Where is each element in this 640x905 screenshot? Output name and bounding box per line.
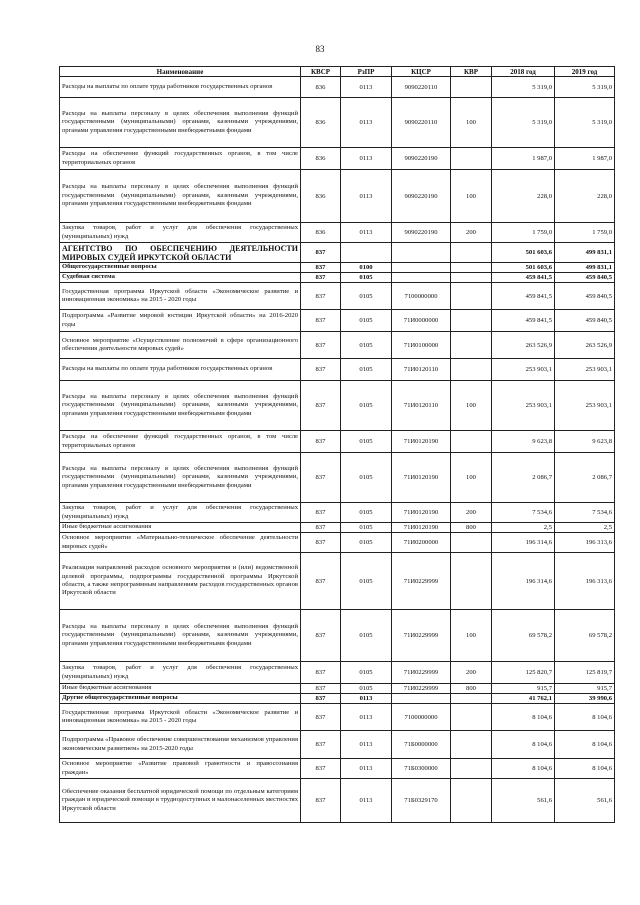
cell-kvr bbox=[451, 359, 492, 381]
cell-rzpr: 0105 bbox=[341, 553, 392, 610]
cell-kcsr: 71И0120110 bbox=[392, 359, 451, 381]
cell-kcsr: 71Б0329170 bbox=[392, 779, 451, 823]
cell-rzpr: 0105 bbox=[341, 503, 392, 523]
cell-kcsr: 71И0120110 bbox=[392, 381, 451, 431]
cell-kvr: 200 bbox=[451, 223, 492, 243]
cell-rzpr: 0105 bbox=[341, 310, 392, 332]
cell-kvr bbox=[451, 148, 492, 170]
cell-2019: 39 990,6 bbox=[555, 694, 615, 704]
cell-rzpr: 0113 bbox=[341, 759, 392, 779]
cell-kcsr: 71И0000000 bbox=[392, 310, 451, 332]
cell-kvr bbox=[451, 243, 492, 263]
cell-rzpr: 0113 bbox=[341, 779, 392, 823]
cell-2019: 9 623,8 bbox=[555, 431, 615, 453]
cell-kcsr: 71И0229999 bbox=[392, 610, 451, 662]
cell-2018: 5 319,0 bbox=[492, 98, 555, 148]
cell-rzpr: 0105 bbox=[341, 332, 392, 359]
cell-name: Другие общегосударственные вопросы bbox=[60, 694, 301, 704]
cell-kvsr: 837 bbox=[301, 662, 341, 684]
cell-2019: 459 840,5 bbox=[555, 273, 615, 283]
cell-2019: 196 313,6 bbox=[555, 533, 615, 553]
cell-kcsr: 7100000000 bbox=[392, 704, 451, 731]
cell-2019: 196 313,6 bbox=[555, 553, 615, 610]
cell-2019: 459 840,5 bbox=[555, 310, 615, 332]
table-row bbox=[60, 779, 615, 823]
cell-rzpr: 0100 bbox=[341, 263, 392, 273]
cell-rzpr: 0105 bbox=[341, 273, 392, 283]
cell-rzpr: 0113 bbox=[341, 77, 392, 98]
cell-kvr: 100 bbox=[451, 170, 492, 223]
cell-name: Закупка товаров, работ и услуг для обеспечения государственных (муниципальных) нужд bbox=[60, 223, 301, 243]
cell-rzpr: 0105 bbox=[341, 431, 392, 453]
cell-2018: 263 526,9 bbox=[492, 332, 555, 359]
cell-2019: 499 831,1 bbox=[555, 263, 615, 273]
cell-kcsr: 9090220110 bbox=[392, 77, 451, 98]
cell-kvr: 800 bbox=[451, 684, 492, 694]
column-header-name: Наименование bbox=[60, 67, 301, 77]
cell-kvr: 800 bbox=[451, 523, 492, 533]
cell-rzpr: 0105 bbox=[341, 359, 392, 381]
cell-kvsr: 837 bbox=[301, 431, 341, 453]
cell-kcsr: 9090220190 bbox=[392, 223, 451, 243]
table-row bbox=[60, 148, 615, 170]
cell-kcsr bbox=[392, 263, 451, 273]
cell-2019: 5 319,0 bbox=[555, 98, 615, 148]
cell-kvsr: 837 bbox=[301, 694, 341, 704]
cell-kvsr: 837 bbox=[301, 381, 341, 431]
table-row bbox=[60, 684, 615, 694]
cell-name: Расходы на обеспечение функций государственных органов, в том числе территориальных органов bbox=[60, 148, 301, 170]
cell-name: Основное мероприятие «Материально-техническое обеспечение деятельности мировых судей» bbox=[60, 533, 301, 553]
cell-name: Общегосударственные вопросы bbox=[60, 263, 301, 273]
cell-kvr bbox=[451, 704, 492, 731]
cell-name: Закупка товаров, работ и услуг для обеспечения государственных (муниципальных) нужд bbox=[60, 662, 301, 684]
cell-2018: 41 762,1 bbox=[492, 694, 555, 704]
cell-2018: 253 903,1 bbox=[492, 381, 555, 431]
cell-2019: 915,7 bbox=[555, 684, 615, 694]
cell-name: Расходы на выплаты персоналу в целях обеспечения выполнения функций государственными (муниципальными) органами, казенными учреждениями, органами управления государственными внебюджетными фондами bbox=[60, 170, 301, 223]
column-header-kcsr: КЦСР bbox=[392, 67, 451, 77]
cell-2018: 1 759,0 bbox=[492, 223, 555, 243]
cell-2019: 561,6 bbox=[555, 779, 615, 823]
page-number: 83 bbox=[315, 44, 325, 54]
cell-kvr: 100 bbox=[451, 453, 492, 503]
cell-2019: 2,5 bbox=[555, 523, 615, 533]
cell-kvsr: 837 bbox=[301, 453, 341, 503]
table-row bbox=[60, 704, 615, 731]
table-row bbox=[60, 381, 615, 431]
column-header-kvsr: КВСР bbox=[301, 67, 341, 77]
cell-2019: 253 903,1 bbox=[555, 381, 615, 431]
cell-rzpr: 0105 bbox=[341, 523, 392, 533]
cell-2019: 499 831,1 bbox=[555, 243, 615, 263]
cell-2018: 459 841,5 bbox=[492, 273, 555, 283]
cell-kvr bbox=[451, 731, 492, 759]
column-header-2018: 2018 год bbox=[492, 67, 555, 77]
cell-kvsr: 837 bbox=[301, 243, 341, 263]
cell-2018: 915,7 bbox=[492, 684, 555, 694]
table-row bbox=[60, 77, 615, 98]
cell-kvsr: 836 bbox=[301, 98, 341, 148]
table-row bbox=[60, 283, 615, 310]
cell-2018: 5 319,0 bbox=[492, 77, 555, 98]
cell-rzpr: 0113 bbox=[341, 170, 392, 223]
table-row bbox=[60, 503, 615, 523]
cell-2018: 125 820,7 bbox=[492, 662, 555, 684]
cell-rzpr: 0113 bbox=[341, 98, 392, 148]
cell-2018: 69 578,2 bbox=[492, 610, 555, 662]
cell-name: Подпрограмма «Правовое обеспечение совершенствования механизмов управления экономическим развитием» на 2015-2020 годы bbox=[60, 731, 301, 759]
cell-kvsr: 837 bbox=[301, 759, 341, 779]
cell-2018: 196 314,6 bbox=[492, 553, 555, 610]
cell-name: Иные бюджетные ассигнования bbox=[60, 684, 301, 694]
cell-kcsr bbox=[392, 243, 451, 263]
cell-name: Государственная программа Иркутской области «Экономическое развитие и инновационная экономика» на 2015 - 2020 годы bbox=[60, 283, 301, 310]
cell-rzpr: 0113 bbox=[341, 704, 392, 731]
cell-kvsr: 837 bbox=[301, 523, 341, 533]
cell-name: Расходы на выплаты персоналу в целях обеспечения выполнения функций государственными (муниципальными) органами, казенными учреждениями, органами управления государственными внебюджетными фондами bbox=[60, 381, 301, 431]
cell-kvr: 100 bbox=[451, 610, 492, 662]
cell-2019: 8 104,6 bbox=[555, 731, 615, 759]
cell-rzpr: 0113 bbox=[341, 223, 392, 243]
cell-kvr bbox=[451, 779, 492, 823]
cell-kvr bbox=[451, 533, 492, 553]
cell-2018: 8 104,6 bbox=[492, 704, 555, 731]
cell-name: Основное мероприятие «Развитие правовой грамотности и правосознания граждан» bbox=[60, 759, 301, 779]
cell-kvsr: 837 bbox=[301, 332, 341, 359]
cell-kvr bbox=[451, 283, 492, 310]
cell-kcsr bbox=[392, 694, 451, 704]
cell-kcsr: 9090220110 bbox=[392, 98, 451, 148]
table-row bbox=[60, 694, 615, 704]
column-header-rzpr: РзПР bbox=[341, 67, 392, 77]
cell-2019: 1 987,0 bbox=[555, 148, 615, 170]
table-row bbox=[60, 263, 615, 273]
cell-kvr bbox=[451, 431, 492, 453]
cell-kcsr: 71И0229999 bbox=[392, 662, 451, 684]
cell-kvsr: 837 bbox=[301, 684, 341, 694]
cell-kvsr: 837 bbox=[301, 283, 341, 310]
table-row bbox=[60, 453, 615, 503]
cell-2018: 1 987,0 bbox=[492, 148, 555, 170]
cell-name: Расходы на выплаты по оплате труда работников государственных органов bbox=[60, 359, 301, 381]
cell-kvsr: 837 bbox=[301, 310, 341, 332]
cell-2018: 9 623,8 bbox=[492, 431, 555, 453]
cell-2019: 8 104,6 bbox=[555, 759, 615, 779]
cell-kvsr: 837 bbox=[301, 731, 341, 759]
cell-name: Расходы на выплаты персоналу в целях обеспечения выполнения функций государственными (муниципальными) органами, казенными учреждениями, органами управления государственными внебюджетными фондами bbox=[60, 610, 301, 662]
column-header-2019: 2019 год bbox=[555, 67, 615, 77]
table-row bbox=[60, 310, 615, 332]
cell-name: Государственная программа Иркутской области «Экономическое развитие и инновационная экономика» на 2015 - 2020 годы bbox=[60, 704, 301, 731]
cell-kvsr: 837 bbox=[301, 779, 341, 823]
cell-kvr bbox=[451, 553, 492, 610]
cell-2018: 228,0 bbox=[492, 170, 555, 223]
table-row bbox=[60, 273, 615, 283]
cell-rzpr: 0105 bbox=[341, 533, 392, 553]
cell-rzpr: 0105 bbox=[341, 381, 392, 431]
cell-kvr: 200 bbox=[451, 503, 492, 523]
budget-table bbox=[59, 66, 615, 823]
cell-2019: 263 526,9 bbox=[555, 332, 615, 359]
cell-name: Реализация направлений расходов основного мероприятия и (или) ведомственной целевой программы, подпрограммы государственной программы Иркутской области, а также непрограммным направлениям расходов государственных органов Иркутской области bbox=[60, 553, 301, 610]
cell-kcsr bbox=[392, 273, 451, 283]
cell-rzpr: 0113 bbox=[341, 694, 392, 704]
cell-2018: 253 903,1 bbox=[492, 359, 555, 381]
table-row bbox=[60, 243, 615, 263]
cell-kvsr: 837 bbox=[301, 533, 341, 553]
cell-2019: 2 086,7 bbox=[555, 453, 615, 503]
cell-name: Расходы на выплаты персоналу в целях обеспечения выполнения функций государственными (муниципальными) органами, казенными учреждениями, органами управления государственными внебюджетными фондами bbox=[60, 98, 301, 148]
cell-2019: 1 759,0 bbox=[555, 223, 615, 243]
cell-name: Судебная система bbox=[60, 273, 301, 283]
cell-2018: 2,5 bbox=[492, 523, 555, 533]
cell-kvr bbox=[451, 332, 492, 359]
cell-kvsr: 837 bbox=[301, 553, 341, 610]
cell-name: Расходы на выплаты персоналу в целях обеспечения выполнения функций государственными (муниципальными) органами, казенными учреждениями, органами управления государственными внебюджетными фондами bbox=[60, 453, 301, 503]
cell-kvsr: 836 bbox=[301, 170, 341, 223]
cell-kcsr: 71И0120190 bbox=[392, 431, 451, 453]
cell-kvr bbox=[451, 263, 492, 273]
cell-kvsr: 836 bbox=[301, 223, 341, 243]
cell-kcsr: 71И0200000 bbox=[392, 533, 451, 553]
table-body bbox=[60, 77, 615, 823]
cell-rzpr bbox=[341, 243, 392, 263]
cell-kcsr: 71Б0300000 bbox=[392, 759, 451, 779]
cell-rzpr: 0105 bbox=[341, 453, 392, 503]
cell-kvr bbox=[451, 694, 492, 704]
cell-kvr bbox=[451, 759, 492, 779]
cell-kvsr: 837 bbox=[301, 359, 341, 381]
table-row bbox=[60, 610, 615, 662]
table-row bbox=[60, 523, 615, 533]
cell-2018: 459 841,5 bbox=[492, 310, 555, 332]
cell-2018: 2 086,7 bbox=[492, 453, 555, 503]
cell-2019: 69 578,2 bbox=[555, 610, 615, 662]
cell-2018: 501 603,6 bbox=[492, 243, 555, 263]
cell-name: АГЕНТСТВО ПО ОБЕСПЕЧЕНИЮ ДЕЯТЕЛЬНОСТИ МИРОВЫХ СУДЕЙ ИРКУТСКОЙ ОБЛАСТИ bbox=[60, 243, 301, 263]
cell-kvr: 100 bbox=[451, 98, 492, 148]
cell-kvsr: 837 bbox=[301, 503, 341, 523]
cell-kvr bbox=[451, 273, 492, 283]
cell-kcsr: 9090220190 bbox=[392, 170, 451, 223]
cell-name: Иные бюджетные ассигнования bbox=[60, 523, 301, 533]
cell-name: Закупка товаров, работ и услуг для обеспечения государственных (муниципальных) нужд bbox=[60, 503, 301, 523]
cell-kcsr: 71Б0000000 bbox=[392, 731, 451, 759]
cell-2019: 8 104,6 bbox=[555, 704, 615, 731]
cell-kvr: 200 bbox=[451, 662, 492, 684]
cell-kcsr: 71И0120190 bbox=[392, 523, 451, 533]
cell-2018: 501 603,6 bbox=[492, 263, 555, 273]
cell-rzpr: 0113 bbox=[341, 148, 392, 170]
cell-2019: 253 903,1 bbox=[555, 359, 615, 381]
table-row bbox=[60, 662, 615, 684]
table-row bbox=[60, 759, 615, 779]
cell-rzpr: 0105 bbox=[341, 610, 392, 662]
cell-2018: 196 314,6 bbox=[492, 533, 555, 553]
cell-name: Обеспечение оказания бесплатной юридической помощи по отдельным категориям граждан и юридической помощи в труднодоступных и малонаселенных местностях Иркутской области bbox=[60, 779, 301, 823]
table-row bbox=[60, 332, 615, 359]
table-row bbox=[60, 431, 615, 453]
cell-2019: 228,0 bbox=[555, 170, 615, 223]
cell-kcsr: 71И0120190 bbox=[392, 453, 451, 503]
cell-kvr bbox=[451, 310, 492, 332]
table-row bbox=[60, 98, 615, 148]
cell-rzpr: 0105 bbox=[341, 684, 392, 694]
cell-2018: 8 104,6 bbox=[492, 731, 555, 759]
cell-kvr bbox=[451, 77, 492, 98]
cell-2019: 5 319,0 bbox=[555, 77, 615, 98]
table-row bbox=[60, 359, 615, 381]
cell-kvsr: 837 bbox=[301, 273, 341, 283]
cell-rzpr: 0105 bbox=[341, 662, 392, 684]
cell-kcsr: 71И0229999 bbox=[392, 684, 451, 694]
cell-kcsr: 71И0100000 bbox=[392, 332, 451, 359]
cell-2019: 459 840,5 bbox=[555, 283, 615, 310]
cell-kcsr: 7100000000 bbox=[392, 283, 451, 310]
cell-kvsr: 836 bbox=[301, 77, 341, 98]
cell-2018: 561,6 bbox=[492, 779, 555, 823]
table-row bbox=[60, 731, 615, 759]
table-row bbox=[60, 223, 615, 243]
table-row bbox=[60, 553, 615, 610]
table-header bbox=[60, 67, 615, 77]
cell-2018: 7 534,6 bbox=[492, 503, 555, 523]
cell-name: Основное мероприятие «Осуществление полномочий в сфере организационного обеспечения деятельности мировых судей» bbox=[60, 332, 301, 359]
column-header-kvr: КВР bbox=[451, 67, 492, 77]
cell-kcsr: 71И0229999 bbox=[392, 553, 451, 610]
cell-kvsr: 837 bbox=[301, 610, 341, 662]
cell-kvsr: 836 bbox=[301, 148, 341, 170]
cell-name: Расходы на обеспечение функций государственных органов, в том числе территориальных органов bbox=[60, 431, 301, 453]
cell-kcsr: 9090220190 bbox=[392, 148, 451, 170]
table-row bbox=[60, 533, 615, 553]
cell-2019: 125 819,7 bbox=[555, 662, 615, 684]
cell-rzpr: 0113 bbox=[341, 731, 392, 759]
cell-kcsr: 71И0120190 bbox=[392, 503, 451, 523]
cell-name: Подпрограмма «Развитие мировой юстиции Иркутской области» на 2016-2020 годы bbox=[60, 310, 301, 332]
cell-kvsr: 837 bbox=[301, 704, 341, 731]
cell-2018: 8 104,6 bbox=[492, 759, 555, 779]
cell-kvr: 100 bbox=[451, 381, 492, 431]
cell-kvsr: 837 bbox=[301, 263, 341, 273]
cell-2019: 7 534,6 bbox=[555, 503, 615, 523]
cell-rzpr: 0105 bbox=[341, 283, 392, 310]
cell-name: Расходы на выплаты по оплате труда работников государственных органов bbox=[60, 77, 301, 98]
table-row bbox=[60, 170, 615, 223]
cell-2018: 459 841,5 bbox=[492, 283, 555, 310]
